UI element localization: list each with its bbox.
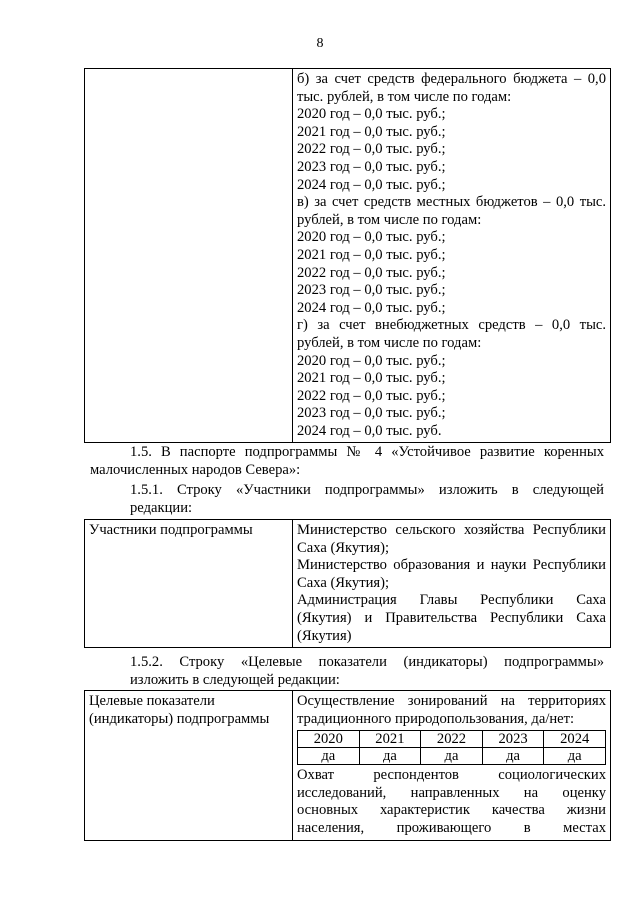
text-line: 2022 год – 0,0 тыс. руб.; [297,264,446,281]
text-line: 2023 год – 0,0 тыс. руб.; [297,405,446,422]
text-line: населения, проживающего в местах [297,819,606,836]
text-line: исследований, направленных на оценку [297,784,606,801]
year-cell: 2023 [482,731,544,748]
text-line: Министерство образования и науки Республики [297,557,606,574]
text-line: 2021 год – 0,0 тыс. руб.; [297,123,446,140]
paragraph-1-5-2 [90,654,604,689]
text-line: 2024 год – 0,0 тыс. руб. [297,422,442,439]
text-line: 2020 год – 0,0 тыс. руб.; [297,352,446,369]
text-line: в) за счет средств местных бюджетов – 0,0 тыс. [297,194,606,211]
value-cell: да [298,748,360,765]
text-line: тыс. рублей, в том числе по годам: [297,88,512,105]
participants-label: Участники подпрограммы [85,520,293,648]
year-cell: 2020 [298,731,360,748]
table-row [85,520,611,648]
value-cell: да [482,748,544,765]
paragraph-line: малочисленных народов Севера»: [90,461,301,478]
value-cell: да [421,748,483,765]
year-cell: 2021 [359,731,421,748]
text-line: рублей, в том числе по годам: [297,211,482,228]
participants-table [84,519,611,648]
table-row [85,691,611,841]
table-row [85,69,611,443]
paragraph-1-5-1 [90,482,604,517]
indicators-label-line: Целевые показатели [89,693,215,709]
indicator-line: Осуществление зонирований на территориях [297,693,606,709]
years-table [297,730,606,765]
text-line: 2020 год – 0,0 тыс. руб.; [297,106,446,123]
text-line: Министерство сельского хозяйства Республики [297,522,606,538]
text-line: Охват респондентов социологических [297,767,606,784]
funding-table-right-cell [293,69,611,443]
text-line: б) за счет средств федерального бюджета – 0,0 [297,71,606,87]
indicators-label [85,691,293,841]
text-line: Саха (Якутия); [297,539,390,556]
text-line: основных характеристик качества жизни [297,802,606,819]
text-line: (Якутия) [297,627,352,644]
participants-list [293,520,611,648]
text-line: Саха (Якутия); [297,574,390,591]
text-line: Администрация Главы Республики Саха [297,592,606,609]
value-cell: да [359,748,421,765]
paragraph-line: редакции: [130,499,193,516]
paragraph-1-5 [90,444,604,479]
text-line: (Якутия) и Правительства Республики Саха [297,609,606,626]
paragraph-line: изложить в следующей редакции: [130,671,340,688]
indicator-2-text [297,767,606,837]
funding-table-left-cell [85,69,293,443]
text-line: 2022 год – 0,0 тыс. руб.; [297,387,446,404]
text-line: 2024 год – 0,0 тыс. руб.; [297,299,446,316]
paragraph-line: 1.5.1. Строку «Участники подпрограммы» изложить в следующей [130,482,604,498]
text-line: 2024 год – 0,0 тыс. руб.; [297,176,446,193]
indicators-content [293,691,611,841]
text-line: рублей, в том числе по годам: [297,334,482,351]
paragraph-line: 1.5.2. Строку «Целевые показатели (индикаторы) подпрограммы» [130,654,604,670]
indicators-table [84,690,611,841]
year-cell: 2024 [544,731,606,748]
text-line: 2023 год – 0,0 тыс. руб.; [297,158,446,175]
indicators-label-line: (индикаторы) подпрограммы [89,710,270,727]
years-values-row [298,748,606,765]
text-line: 2021 год – 0,0 тыс. руб.; [297,370,446,387]
page-number: 8 [316,36,324,51]
indicator-line: традиционного природопользования, да/нет: [297,710,575,727]
text-line: 2022 год – 0,0 тыс. руб.; [297,141,446,158]
text-line: 2023 год – 0,0 тыс. руб.; [297,282,446,299]
text-line: 2021 год – 0,0 тыс. руб.; [297,246,446,263]
years-header-row [298,731,606,748]
year-cell: 2022 [421,731,483,748]
text-line: 2020 год – 0,0 тыс. руб.; [297,229,446,246]
text-line: г) за счет внебюджетных средств – 0,0 тыс. [297,317,606,334]
funding-table [84,68,611,443]
paragraph-line: 1.5. В паспорте подпрограммы № 4 «Устойчивое развитие коренных [130,444,604,460]
value-cell: да [544,748,606,765]
